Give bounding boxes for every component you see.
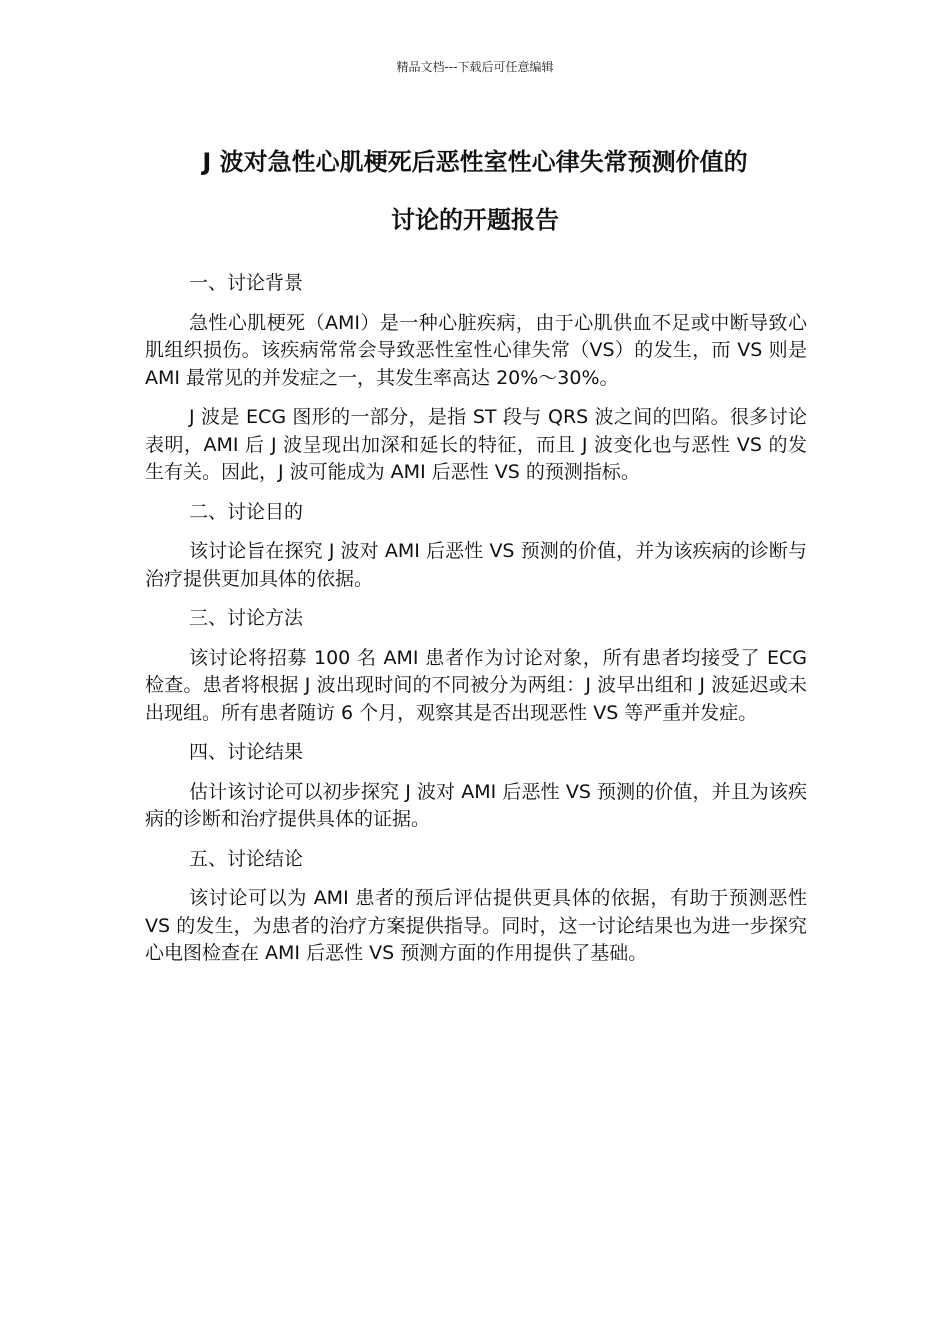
section-heading: 三、讨论方法 xyxy=(189,607,304,629)
section-methods xyxy=(145,605,807,727)
section-heading: 四、讨论结果 xyxy=(189,741,304,763)
title-line-2: 讨论的开题报告 xyxy=(391,206,559,234)
document-title xyxy=(140,133,810,249)
paragraph: 该讨论旨在探究 J 波对 AMI 后恶性 VS 预测的价值，并为该疾病的诊断与治疗提供更加具体的依据。 xyxy=(145,540,807,590)
paragraph: 该讨论可以为 AMI 患者的预后评估提供更具体的依据，有助于预测恶性 VS 的发生，为患者的治疗方案提供指导。同时，这一讨论结果也为进一步探究心电图检查在 AMI 后恶性 VS 预测方面的作用提供了基础。 xyxy=(145,887,807,964)
page-header: 精品文档---下载后可任意编辑 xyxy=(396,60,554,74)
section-heading: 一、讨论背景 xyxy=(189,272,304,294)
section-heading: 五、讨论结论 xyxy=(189,847,304,870)
paragraph: 急性心肌梗死（AMI）是一种心脏疾病，由于心肌供血不足或中断导致心肌组织损伤。该疾病常常会导致恶性室性心律失常（VS）的发生，而 VS 则是 AMI 最常见的并发症之一，其发生率高达 20%～30%。 xyxy=(145,311,807,389)
paragraph: J 波是 ECG 图形的一部分，是指 ST 段与 QRS 波之间的凹陷。很多讨论表明，AMI 后 J 波呈现出加深和延长的特征，而且 J 波变化也与恶性 VS 的发生有关。因此，J 波可能成为 AMI 后恶性 VS 的预测指标。 xyxy=(145,406,807,483)
document-body xyxy=(145,270,807,980)
paragraph: 估计该讨论可以初步探究 J 波对 AMI 后恶性 VS 预测的价值，并且为该疾病的诊断和治疗提供具体的证据。 xyxy=(145,780,807,830)
section-background xyxy=(145,270,807,487)
section-conclusion xyxy=(145,846,807,968)
section-purpose xyxy=(145,499,807,594)
title-line-1: J 波对急性心肌梗死后恶性室性心律失常预测价值的 xyxy=(202,148,748,176)
section-heading: 二、讨论目的 xyxy=(189,500,304,523)
section-results xyxy=(145,739,807,834)
paragraph: 该讨论将招募 100 名 AMI 患者作为讨论对象，所有患者均接受了 ECG 检查。患者将根据 J 波出现时间的不同被分为两组：J 波早出组和 J 波延迟或未出现组。所有患者随访 6 个月，观察其是否出现恶性 VS 等严重并发症。 xyxy=(145,646,807,724)
